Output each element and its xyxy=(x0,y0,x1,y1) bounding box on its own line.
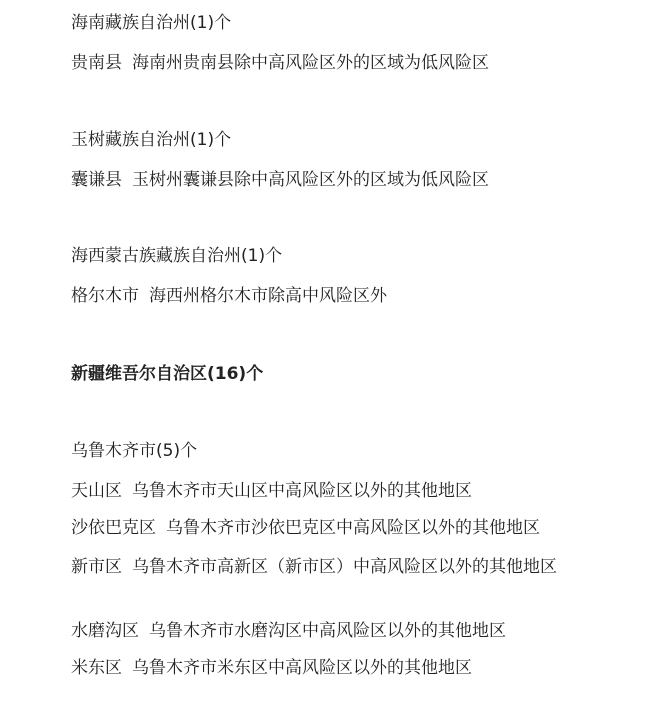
area-name: 水磨沟区 xyxy=(71,621,139,641)
area-name: 贵南县 xyxy=(71,53,122,73)
list-item xyxy=(71,52,489,74)
city-heading: 乌鲁木齐市(5)个 xyxy=(71,441,198,461)
area-desc: 乌鲁木齐市沙依巴克区中高风险区以外的其他地区 xyxy=(166,518,540,538)
section-heading: 海西蒙古族藏族自治州(1)个 xyxy=(71,246,283,266)
area-name: 新市区 xyxy=(71,557,122,577)
region-heading: 新疆维吾尔自治区(16)个 xyxy=(71,364,264,384)
list-item xyxy=(71,620,506,642)
list-item xyxy=(71,285,387,307)
list-item xyxy=(71,657,472,679)
area-desc: 乌鲁木齐市米东区中高风险区以外的其他地区 xyxy=(132,658,472,678)
area-desc: 乌鲁木齐市天山区中高风险区以外的其他地区 xyxy=(132,481,472,501)
area-desc: 海西州格尔木市除高中风险区外 xyxy=(149,286,387,306)
area-desc: 乌鲁木齐市水磨沟区中高风险区以外的其他地区 xyxy=(149,621,506,641)
area-desc: 乌鲁木齐市高新区（新市区）中高风险区以外的其他地区 xyxy=(132,557,557,577)
area-name: 囊谦县 xyxy=(71,170,122,190)
area-name: 米东区 xyxy=(71,658,122,678)
list-item xyxy=(71,556,557,578)
area-name: 天山区 xyxy=(71,481,122,501)
area-desc: 玉树州囊谦县除中高风险区外的区域为低风险区 xyxy=(132,170,489,190)
list-item xyxy=(71,480,472,502)
area-name: 沙依巴克区 xyxy=(71,518,156,538)
area-desc: 海南州贵南县除中高风险区外的区域为低风险区 xyxy=(132,53,489,73)
section-heading: 玉树藏族自治州(1)个 xyxy=(71,130,232,150)
section-heading: 海南藏族自治州(1)个 xyxy=(71,13,232,33)
area-name: 格尔木市 xyxy=(71,286,139,306)
list-item xyxy=(71,517,540,539)
list-item xyxy=(71,169,489,191)
